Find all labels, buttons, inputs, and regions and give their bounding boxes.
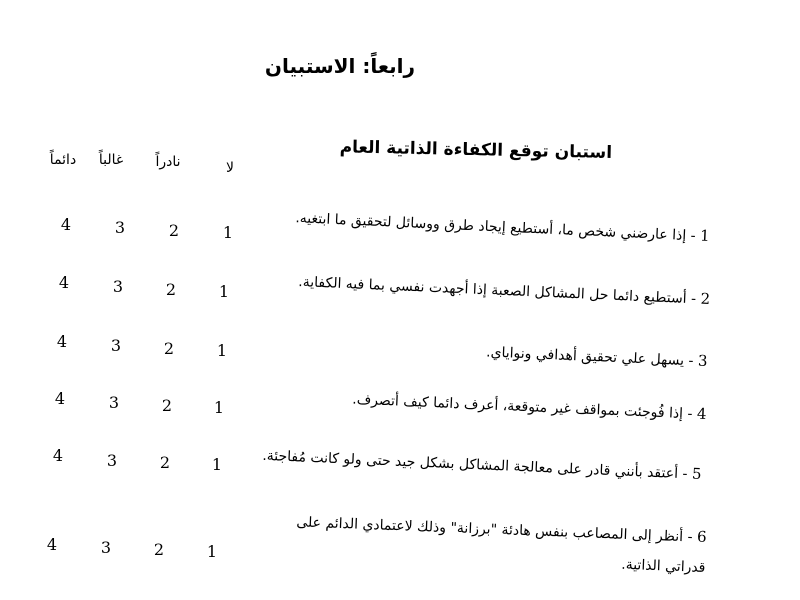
score-cell: 3: [110, 336, 122, 355]
questionnaire-title: استبان توقع الكفاءة الذاتية العام: [339, 137, 613, 163]
score-cell: 1: [222, 223, 234, 242]
score-cell: 2: [163, 339, 175, 358]
score-cell: 3: [108, 393, 120, 412]
score-cell: 1: [206, 542, 218, 561]
score-cell: 2: [161, 396, 173, 415]
header-often: غالباً: [98, 152, 124, 168]
score-cell: 4: [52, 446, 64, 465]
score-cell: 1: [213, 398, 225, 417]
score-cell: 3: [100, 538, 112, 557]
score-cell: 4: [60, 215, 72, 234]
score-cell: 3: [106, 451, 118, 470]
questionnaire-item-6: 6 - أنظر إلى المصاعب بنفس هادئة "برزانة" وذلك لاعتمادي الدائم على قدراتي الذاتية.: [296, 514, 707, 576]
score-cell: 1: [216, 341, 228, 360]
questionnaire-item-4: 4 - إذا فُوجئت بمواقف غير متوقعة، أعرف دائما كيف أتصرف.: [352, 391, 708, 423]
header-always: دائماً: [49, 152, 77, 168]
section-title: رابعاً: الاستبيان: [264, 54, 416, 78]
score-cell: 4: [56, 332, 68, 351]
score-cell: 3: [114, 218, 126, 237]
score-cell: 2: [165, 280, 177, 299]
score-cell: 2: [159, 453, 171, 472]
questionnaire-item-3: 3 - يسهل علي تحقيق أهدافي ونواياي.: [486, 344, 709, 370]
score-cell: 2: [168, 221, 180, 240]
header-no: لا: [226, 160, 234, 176]
header-rarely: نادراً: [155, 154, 181, 170]
questionnaire-item-5: 5 - أعتقد بأنني قادر على معالجة المشاكل بشكل جيد حتى ولو كانت مُفاجئة.: [262, 447, 703, 483]
score-cell: 2: [153, 540, 165, 559]
questionnaire-item-1: 1 - إذا عارضني شخص ما، أستطيع إيجاد طرق ووسائل لتحقيق ما ابتغيه.: [295, 210, 711, 245]
score-cell: 4: [54, 389, 66, 408]
questionnaire-item-2: 2 - أستطيع دائما حل المشاكل الصعبة إذا أجهدت نفسي بما فيه الكفاية.: [297, 274, 711, 308]
score-cell: 1: [218, 282, 230, 301]
score-cell: 4: [58, 273, 70, 292]
score-cell: 1: [211, 455, 223, 474]
score-cell: 3: [112, 277, 124, 296]
score-cell: 4: [46, 535, 58, 554]
